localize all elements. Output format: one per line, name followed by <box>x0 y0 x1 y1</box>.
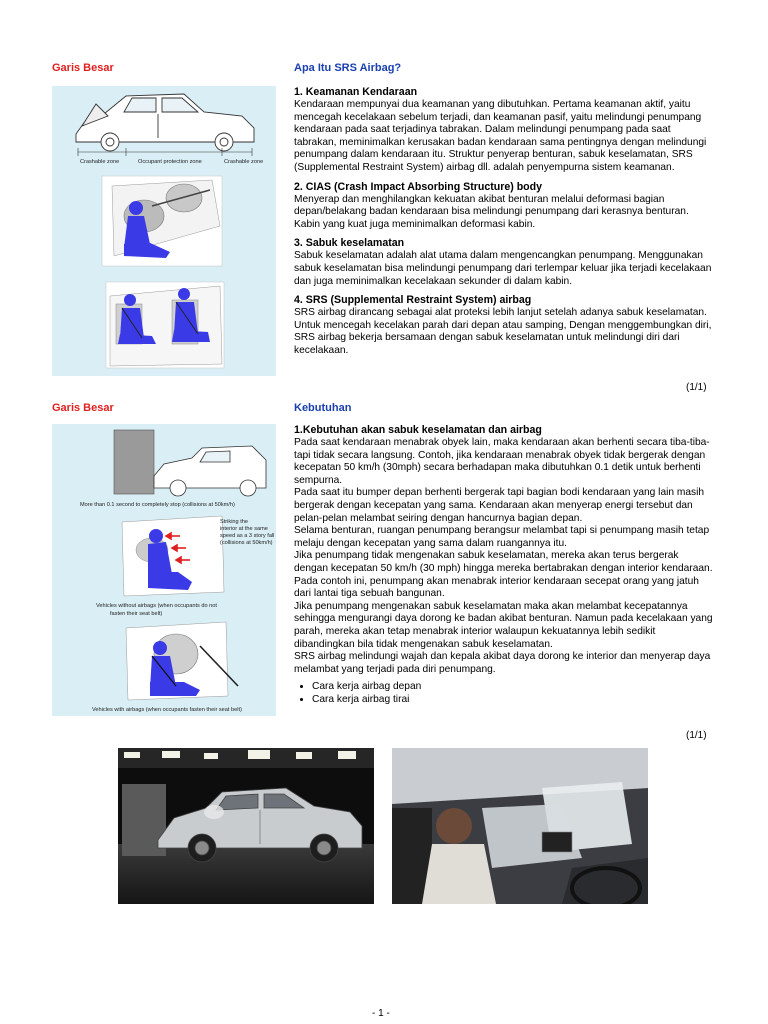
seatbelt-interior-drawing <box>106 282 224 368</box>
page-number: - 1 - <box>372 1008 390 1019</box>
interior-airbag-photo <box>392 748 648 904</box>
heading-keamanan: 1. Keamanan Kendaraan <box>294 86 418 98</box>
paragraph-6: SRS airbag melindungi wajah dan kepala akibat daya dorong ke interior dan menyerap daya melambat yang terjadi pada diri penumpang. <box>294 651 711 675</box>
section2-title: Kebutuhan <box>294 402 352 414</box>
with-airbag-drawing <box>126 622 238 700</box>
car-hitting-wall <box>154 446 266 496</box>
crushable-zone-left-caption: Crashable zone <box>80 159 120 165</box>
strike-caption-2: interior at the same <box>220 526 268 532</box>
paragraph-5: Jika penumpang mengenakan sabuk keselamatan maka akan melambat kecepatannya sehingga mengurangi daya dorong ke badan akibat benturan. Namun pada kecelakaan yang parah, mereka akan tetap menabrak interior walaupun kekuatannya lebih sedikit dibandingkan bila tidak mengenakan sabuk keselamatan. <box>294 600 713 650</box>
section2-illustration-panel <box>52 424 276 716</box>
heading-cias: 2. CIAS (Crash Impact Absorbing Structure) body <box>294 180 543 193</box>
section1-left-label: Garis Besar <box>52 62 114 74</box>
text-cias: Menyerap dan menghilangkan kekuatan akibat benturan melalui deformasi bagian depan/belakang badan kendaraan bisa melindungi penumpang dari kerasnya benturan. Kabin yang kuat juga meminimalkan deformasi kabin. <box>294 193 689 230</box>
crash-test-photo <box>118 748 374 904</box>
section2-page-ref: (1/1) <box>686 730 707 741</box>
paragraph-1: Pada saat kendaraan menabrak obyek lain, maka kendaraan akan berhenti secara tiba-tiba- tapi tidak secara langsung. Contoh, jika kendaraan menabrak obyek tidak bergerak dengan kecepatan 50 km/h (30mph) secara berhadapan maka dibutuhkan 0.1 detik untuk berhenti sempurna. <box>294 437 710 486</box>
airbag-interior-drawing <box>102 176 222 266</box>
crushable-zone-right-caption: Crashable zone <box>224 159 264 165</box>
barrier-wall <box>114 430 154 494</box>
section1-page-ref: (1/1) <box>686 382 707 393</box>
text-sabuk: Sabuk keselamatan adalah alat utama dalam mengencangkan penumpang. Menggunakan sabuk keselamatan bisa melindungi penumpang dari terlempar keluar jika terjadi kecelakaan dan juga meminimalkan kecelakaan sekunder di dalam kabin. <box>294 250 712 287</box>
occupant-zone-caption: Occupant protection zone <box>138 159 202 165</box>
paragraph-4: Jika penumpang tidak mengenakan sabuk keselamatan, mereka akan terus bergerak dengan kecepatan 50 km/h (30 mph) hingga mereka bertabrakan dengan interior kendaraan. Pada contoh ini, penumpang akan menabrak interior kendaraan secepat orang yang jatuh dari lantai tiga sebuah bangunan. <box>294 550 713 600</box>
text-keamanan: Kendaraan mempunyai dua keamanan yang dibutuhkan. Pertama keamanan aktif, yaitu mencegah kecelakaan sebelum terjadi, dan keamanan pasif, yaitu melindungi penumpang kendaraan pada saat terjadinya tabrakan. Dalam melindungi penumpang pada saat tabrakan, meminimalkan kerusakan badan kendaraan sama pentingnya dengan melindungi penumpang dalam kendaraan itu. Struktur penyerap benturan, sabuk keselamatan, SRS (Supplemental Restraint System) airbag dll. adalah penyempurna sistem keamanan. <box>294 99 707 173</box>
strike-caption-3: speed as a 3 story fall <box>220 533 275 539</box>
heading-kebutuhan: 1.Kebutuhan akan sabuk keselamatan dan airbag <box>294 424 542 436</box>
crash-need-illustration <box>52 424 276 716</box>
heading-sabuk: 3. Sabuk keselamatan <box>294 237 405 250</box>
paragraph-3: Selama benturan, ruangan penumpang berangsur melambat tapi si penumpang masih tetap melaju dengan kecepatan yang sama dalam ruangannya itu. <box>294 525 710 549</box>
section2-body <box>294 424 714 706</box>
stop-time-caption: More than 0.1 second to completely stop (collisions at 50km/h) <box>80 502 235 508</box>
crashed-car-drawing <box>76 94 254 151</box>
without-airbag-caption-2: fasten their seat belt) <box>110 611 163 617</box>
strike-caption-4: (collisions at 50km/h) <box>220 540 273 546</box>
no-airbag-drawing <box>122 516 224 596</box>
car-safety-illustration <box>52 86 276 376</box>
section1-title: Apa Itu SRS Airbag? <box>294 62 402 74</box>
without-airbag-caption-1: Vehicles without airbags (when occupants do not <box>96 603 217 609</box>
bullet-airbag-depan: • Cara kerja airbag depan <box>312 680 714 693</box>
section2-left-label: Garis Besar <box>52 402 114 414</box>
section1-body <box>294 86 714 364</box>
with-airbag-caption: Vehicles with airbags (when occupants fasten their seat belt) <box>92 707 242 713</box>
strike-caption-1: Striking the <box>220 519 248 525</box>
heading-srs: 4. SRS (Supplemental Restraint System) airbag <box>294 294 532 307</box>
bullet-list <box>294 680 714 706</box>
bullet-airbag-tirai: • Cara kerja airbag tirai <box>312 693 714 706</box>
section1-illustration-panel <box>52 86 276 376</box>
paragraph-2: Pada saat itu bumper depan berhenti bergerak tapi bagian bodi kendaraan yang lain masih bergerak dengan kecepatan yang sama. Kendaraan akan menyerap energi tersebut dan pelan-pelan melambat seiring dengan hancurnya bagian depan. <box>294 487 705 524</box>
text-srs: SRS airbag dirancang sebagai alat proteksi lebih lanjut setelah adanya sabuk keselamatan. Untuk mencegah kecelakan parah dari depan atau samping, Dengan menggembungkan diri, SRS airbag bekerja bersamaan dengan sabuk keselamatan untuk melindungi diri dari kecelakaan. <box>294 307 712 356</box>
